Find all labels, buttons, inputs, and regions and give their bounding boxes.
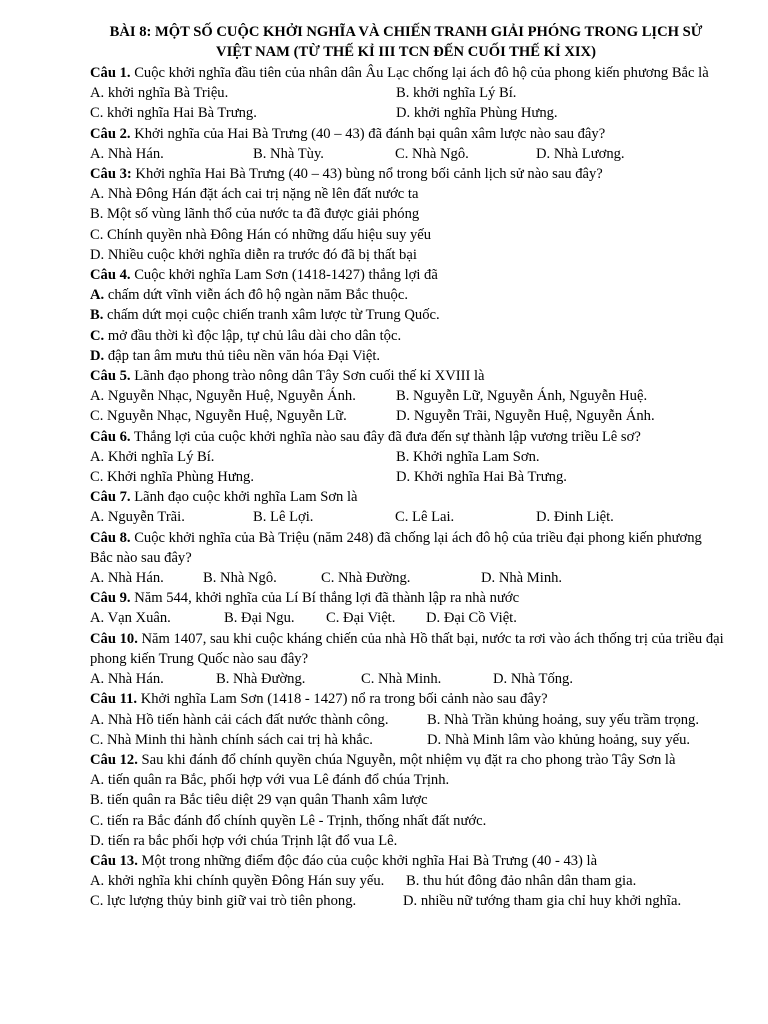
question-label: Câu 2. bbox=[90, 125, 131, 142]
question-2 bbox=[90, 124, 728, 164]
option-a: A. khởi nghĩa khi chính quyền Đông Hán suy yếu. bbox=[90, 873, 385, 890]
option-text: chấm dứt mọi cuộc chiến tranh xâm lược từ Trung Quốc. bbox=[103, 307, 440, 324]
option-c: C. Chính quyền nhà Đông Hán có những dấu hiệu suy yếu bbox=[90, 226, 432, 243]
question-11 bbox=[90, 689, 728, 750]
options-row bbox=[90, 83, 728, 103]
question-stem bbox=[90, 124, 728, 144]
option-b: B. Nguyễn Lữ, Nguyễn Ánh, Nguyễn Huệ. bbox=[396, 388, 648, 405]
options-row bbox=[90, 669, 728, 689]
question-5 bbox=[90, 366, 728, 427]
option-c bbox=[90, 326, 728, 346]
question-1 bbox=[90, 63, 728, 124]
options-row bbox=[90, 871, 728, 891]
option-d: D. Nguyễn Trãi, Nguyễn Huệ, Nguyễn Ánh. bbox=[396, 408, 655, 425]
option-text: chấm dứt vĩnh viễn ách đô hộ ngàn năm Bắc thuộc. bbox=[104, 287, 408, 304]
question-stem bbox=[90, 851, 728, 871]
question-label: Câu 7. bbox=[90, 489, 131, 506]
question-text: Năm 1407, sau khi cuộc kháng chiến của nhà Hồ thất bại, nước ta rơi vào ách thống trị của triều đại phong kiến Trung Quốc nào sau đây? bbox=[90, 630, 724, 667]
question-stem bbox=[90, 63, 728, 83]
option-b: B. khởi nghĩa Lý Bí. bbox=[396, 85, 517, 102]
question-text: Khởi nghĩa Hai Bà Trưng (40 – 43) bùng nổ trong bối cảnh lịch sử nào sau đây? bbox=[131, 166, 603, 183]
options-row bbox=[90, 467, 728, 487]
option-text: đập tan âm mưu thủ tiêu nền văn hóa Đại Việt. bbox=[104, 347, 381, 364]
option-b: B. Lê Lợi. bbox=[253, 509, 314, 526]
options-row bbox=[90, 710, 728, 730]
question-stem bbox=[90, 629, 728, 669]
option-a: A. Nhà Hán. bbox=[90, 570, 164, 587]
question-label: Câu 8. bbox=[90, 529, 131, 546]
option-d: D. Nhà Lương. bbox=[536, 145, 625, 162]
question-12 bbox=[90, 750, 728, 851]
question-9 bbox=[90, 588, 728, 628]
option-d: D. khởi nghĩa Phùng Hưng. bbox=[396, 105, 558, 122]
option-b: B. Một số vùng lãnh thổ của nước ta đã được giải phóng bbox=[90, 206, 420, 223]
option-d: D. Đinh Liệt. bbox=[536, 509, 614, 526]
option-c: C. lực lượng thủy binh giữ vai trò tiên phong. bbox=[90, 893, 357, 910]
option-a: A. Nhà Hồ tiến hành cải cách đất nước thành công. bbox=[90, 711, 389, 728]
option-text: mở đầu thời kì độc lập, tự chủ lâu dài cho dân tộc. bbox=[104, 327, 402, 344]
option-letter: D. bbox=[90, 347, 105, 364]
question-text: Một trong những điểm độc đáo của cuộc khởi nghĩa Hai Bà Trưng (40 - 43) là bbox=[137, 852, 598, 869]
options-row bbox=[90, 386, 728, 406]
options-row bbox=[90, 507, 728, 527]
question-text: Lãnh đạo phong trào nông dân Tây Sơn cuối thế kỉ XVIII là bbox=[130, 368, 485, 385]
question-label: Câu 11. bbox=[90, 691, 138, 708]
question-text: Khởi nghĩa của Hai Bà Trưng (40 – 43) đã đánh bại quân xâm lược nào sau đây? bbox=[130, 125, 606, 142]
option-a: A. Nguyễn Nhạc, Nguyễn Huệ, Nguyễn Ánh. bbox=[90, 388, 356, 405]
options-row bbox=[90, 144, 728, 164]
question-label: Câu 1. bbox=[90, 65, 131, 81]
options-row bbox=[90, 891, 728, 911]
options-row bbox=[90, 447, 728, 467]
option-a: A. Nhà Hán. bbox=[90, 145, 164, 162]
option-b bbox=[90, 305, 728, 325]
question-text: Cuộc khởi nghĩa của Bà Triệu (năm 248) đã chống lại ách đô hộ của triều đại phong kiến phương Bắc nào sau đây? bbox=[90, 529, 702, 566]
option-c: C. tiến ra Bắc đánh đổ chính quyền Lê - Trịnh, thống nhất đất nước. bbox=[90, 812, 487, 829]
question-label: Câu 6. bbox=[90, 428, 131, 445]
option-c: C. Khởi nghĩa Phùng Hưng. bbox=[90, 469, 255, 486]
question-stem bbox=[90, 265, 728, 285]
question-label: Câu 13. bbox=[90, 852, 138, 869]
option-d: D. Nhà Minh lâm vào khủng hoảng, suy yếu. bbox=[427, 731, 691, 748]
option-b: B. Nhà Tùy. bbox=[253, 145, 324, 162]
option-a: A. khởi nghĩa Bà Triệu. bbox=[90, 85, 229, 102]
question-3 bbox=[90, 164, 728, 265]
option-d: D. tiến ra bắc phối hợp với chúa Trịnh lật đổ vua Lê. bbox=[90, 832, 398, 849]
option-d bbox=[90, 346, 728, 366]
option-d: D. Nhà Minh. bbox=[481, 570, 563, 587]
question-stem bbox=[90, 487, 728, 507]
option-c: C. khởi nghĩa Hai Bà Trưng. bbox=[90, 105, 257, 122]
option-d: D. Nhiều cuộc khởi nghĩa diễn ra trước đó đã bị thất bại bbox=[90, 246, 417, 263]
question-text: Lãnh đạo cuộc khởi nghĩa Lam Sơn là bbox=[130, 489, 358, 506]
options-row bbox=[90, 103, 728, 123]
question-label: Câu 9. bbox=[90, 590, 131, 607]
option-a bbox=[90, 285, 728, 305]
option-a: A. Khởi nghĩa Lý Bí. bbox=[90, 448, 215, 465]
question-13 bbox=[90, 851, 728, 912]
question-7 bbox=[90, 487, 728, 527]
question-label: Câu 5. bbox=[90, 368, 131, 385]
option-b: B. Khởi nghĩa Lam Sơn. bbox=[396, 448, 540, 465]
question-text: Khởi nghĩa Lam Sơn (1418 - 1427) nổ ra trong bối cảnh nào sau đây? bbox=[137, 691, 548, 708]
option-a: A. Vạn Xuân. bbox=[90, 610, 171, 627]
option-a: A. Nhà Hán. bbox=[90, 671, 164, 688]
question-stem bbox=[90, 164, 728, 184]
option-letter: B. bbox=[90, 307, 104, 324]
option-c: C. Nguyễn Nhạc, Nguyễn Huệ, Nguyễn Lữ. bbox=[90, 408, 347, 425]
question-text: Thắng lợi của cuộc khởi nghĩa nào sau đây đã đưa đến sự thành lập vương triều Lê sơ? bbox=[130, 428, 641, 445]
question-text: Năm 544, khởi nghĩa của Lí Bí thắng lợi đã thành lập ra nhà nước bbox=[130, 590, 520, 607]
question-text: Cuộc khởi nghĩa đầu tiên của nhân dân Âu Lạc chống lại ách đô hộ của phong kiến phương Bắc là bbox=[130, 65, 709, 81]
question-label: Câu 10. bbox=[90, 630, 138, 647]
option-b: B. Nhà Trần khủng hoảng, suy yếu trầm trọng. bbox=[427, 711, 699, 728]
option-c: C. Nhà Minh thi hành chính sách cai trị hà khắc. bbox=[90, 731, 373, 748]
option-c: C. Nhà Minh. bbox=[361, 671, 442, 688]
option-b: B. tiến quân ra Bắc tiêu diệt 29 vạn quân Thanh xâm lược bbox=[90, 792, 428, 809]
question-text: Cuộc khởi nghĩa Lam Sơn (1418-1427) thắng lợi đã bbox=[130, 267, 438, 284]
option-letter: C. bbox=[90, 327, 105, 344]
option-b: B. Nhà Ngô. bbox=[203, 570, 277, 587]
question-stem bbox=[90, 689, 728, 709]
question-stem bbox=[90, 588, 728, 608]
question-text: Sau khi đánh đổ chính quyền chúa Nguyễn, một nhiệm vụ đặt ra cho phong trào Tây Sơn là bbox=[137, 751, 676, 768]
options-row bbox=[90, 608, 728, 628]
question-stem bbox=[90, 750, 728, 770]
option-a: A. tiến quân ra Bắc, phối hợp với vua Lê đánh đổ chúa Trịnh. bbox=[90, 772, 450, 789]
option-c: C. Nhà Ngô. bbox=[395, 145, 469, 162]
options-row bbox=[90, 568, 728, 588]
options-row bbox=[90, 730, 728, 750]
option-d: D. Nhà Tống. bbox=[493, 671, 573, 688]
option-d: D. nhiều nữ tướng tham gia chỉ huy khởi nghĩa. bbox=[403, 893, 682, 910]
option-d: D. Đại Cồ Việt. bbox=[426, 610, 517, 627]
question-label: Câu 4. bbox=[90, 267, 131, 284]
question-label: Câu 3: bbox=[90, 166, 132, 183]
option-a: A. Nguyễn Trãi. bbox=[90, 509, 185, 526]
question-stem bbox=[90, 427, 728, 447]
question-4 bbox=[90, 265, 728, 366]
option-a: A. Nhà Đông Hán đặt ách cai trị nặng nề lên đất nước ta bbox=[90, 186, 419, 203]
option-c: C. Đại Việt. bbox=[326, 610, 396, 627]
document-title bbox=[90, 22, 728, 62]
option-c: C. Lê Lai. bbox=[395, 509, 455, 526]
question-stem bbox=[90, 366, 728, 386]
question-stem bbox=[90, 528, 728, 568]
title-line-1: BÀI 8: MỘT SỐ CUỘC KHỞI NGHĨA VÀ CHIẾN TRANH GIẢI PHÓNG TRONG LỊCH SỬ bbox=[109, 24, 703, 40]
option-letter: A. bbox=[90, 287, 105, 304]
option-b: B. thu hút đông đảo nhân dân tham gia. bbox=[406, 873, 637, 890]
options-row bbox=[90, 406, 728, 426]
question-6 bbox=[90, 427, 728, 488]
option-b: B. Nhà Đường. bbox=[216, 671, 306, 688]
option-c: C. Nhà Đường. bbox=[321, 570, 411, 587]
question-label: Câu 12. bbox=[90, 751, 138, 768]
option-b: B. Đại Ngu. bbox=[224, 610, 295, 627]
option-d: D. Khởi nghĩa Hai Bà Trưng. bbox=[396, 469, 567, 486]
question-10 bbox=[90, 629, 728, 690]
question-8 bbox=[90, 528, 728, 589]
title-line-2: VIỆT NAM (TỪ THẾ KỈ III TCN ĐẾN CUỐI THẾ KỈ XIX) bbox=[216, 44, 596, 60]
